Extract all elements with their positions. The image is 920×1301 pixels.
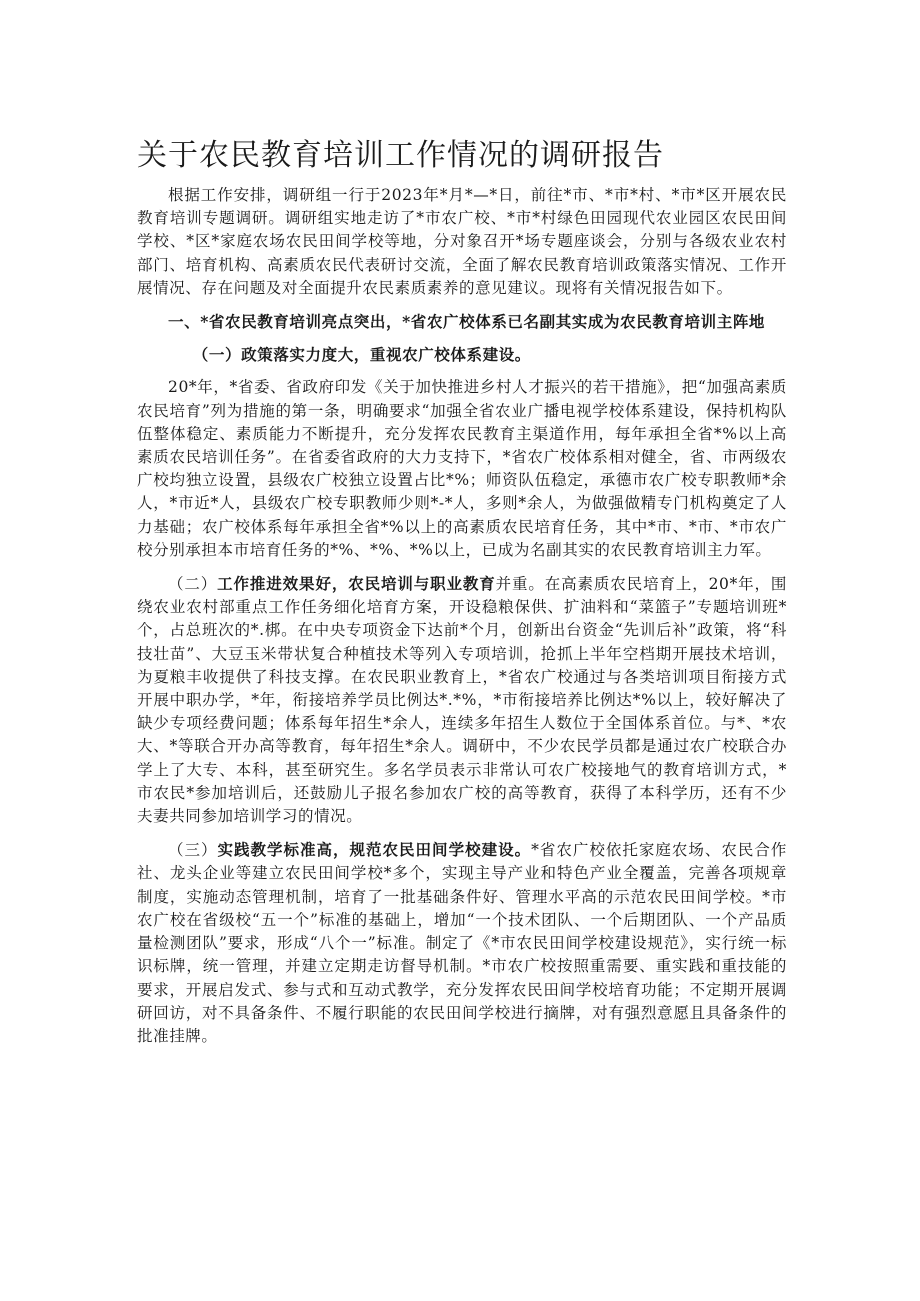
- subsection-3-paragraph: [137, 838, 787, 1048]
- subsection-3-text: *省农广校依托家庭农场、农民合作社、龙头企业等建立农民田间学校*多个，实现主导产业和特色产业全覆盖，完善各项规章制度，实施动态管理机制，培育了一批基础条件好、管理水平高的示范农民田间学校。*市农广校在省级校“五一个”标准的基础上，增加“一个技术团队、一个后期团队、一个产品质量检测团队”要求，形成“八个一”标准。制定了《*市农民田间学校建设规范》，实行统一标识标牌，统一管理，并建立定期走访督导机制。*市农广校按照重需要、重实践和重技能的要求，开展启发式、参与式和互动式教学，充分发挥农民田间学校培育功能；不定期开展调研回访，对不具备条件、不履行职能的农民田间学校进行摘牌，对有强烈意愿且具备条件的批准挂牌。: [137, 841, 787, 1045]
- page-title: 关于农民教育培训工作情况的调研报告: [137, 138, 664, 173]
- subsection-3-number: （三）: [168, 841, 218, 860]
- subsection-2-number: （二）: [168, 575, 218, 594]
- subsection-1-heading: （一）政策落实力度大，重视农广校体系建设。: [192, 345, 531, 365]
- subsection-2-paragraph: [137, 572, 787, 828]
- document-body: [137, 184, 787, 1048]
- section-1-heading: 一、*省农民教育培训亮点突出，*省农广校体系已名副其实成为农民教育培训主阵地: [168, 312, 766, 332]
- subsection-2-heading: 工作推进效果好，农民培训与职业教育: [217, 574, 496, 594]
- subsection-1-paragraph: 20*年，*省委、省政府印发《关于加快推进乡村人才振兴的若干措施》，把“加强高素质农民培育”列为措施的第一条，明确要求“加强全省农业广播电视学校体系建设，保持机构队伍整体稳定、素质能力不断提升，充分发挥农民教育主渠道作用，每年承担全省*%以上高素质农民培训任务”。在省委省政府的大力支持下，*省农广校体系相对健全，省、市两级农广校均独立设置，县级农广校独立设置占比*%；师资队伍稳定，承德市农广校专职教师*余人，*市近*人，县级农广校专职教师少则*-*人，多则*余人，为做强做精专门机构奠定了人力基础；农广校体系每年承担全省*%以上的高素质农民培育任务，其中*市、*市、*市农广校分别承担本市培育任务的*%、*%、*%以上，已成为名副其实的农民教育培训主力军。: [137, 378, 787, 559]
- intro-paragraph: 根据工作安排，调研组一行于2023年*月*—*日，前往*市、*市*村、*市*区开展农民教育培训专题调研。调研组实地走访了*市农广校、*市*村绿色田园现代农业园区农民田间学校、*区*家庭农场农民田间学校等地，分对象召开*场专题座谈会，分别与各级农业农村部门、培育机构、高素质农民代表研讨交流，全面了解农民教育培训政策落实情况、工作开展情况、存在问题及对全面提升农民素质素养的意见建议。现将有关情况报告如下。: [137, 186, 787, 297]
- subsection-3-heading: 实践教学标准高，规范农民田间学校建设。: [217, 840, 532, 860]
- subsection-2-text: 并重。在高素质农民培育上，20*年，围绕农业农村部重点工作任务细化培育方案，开设稳粮保供、扩油料和“菜篮子”专题培训班*个，占总班次的*.梆。在中央专项资金下达前*个月，创新出台资金“先训后补”政策，将“科技壮苗”、大豆玉米带状复合种植技术等列入专项培训，抢抓上半年空档期开展技术培训，为夏粮丰收提供了科技支撑。在农民职业教育上，*省农广校通过与各类培训项目衔接方式开展中职办学，*年，衔接培养学员比例达*.*%，*市衔接培养比例达*%以上，较好解决了缺少专项经费问题；体系每年招生*余人，连续多年招生人数位于全国体系首位。与*、*农大、*等联合开办高等教育，每年招生*余人。调研中，不少农民学员都是通过农广校联合办学上了大专、本科，甚至研究生。多名学员表示非常认可农广校接地气的教育培训方式，*市农民*参加培训后，还鼓励儿子报名参加农广校的高等教育，获得了本科学历，还有不少夫妻共同参加培训学习的情况。: [137, 575, 788, 826]
